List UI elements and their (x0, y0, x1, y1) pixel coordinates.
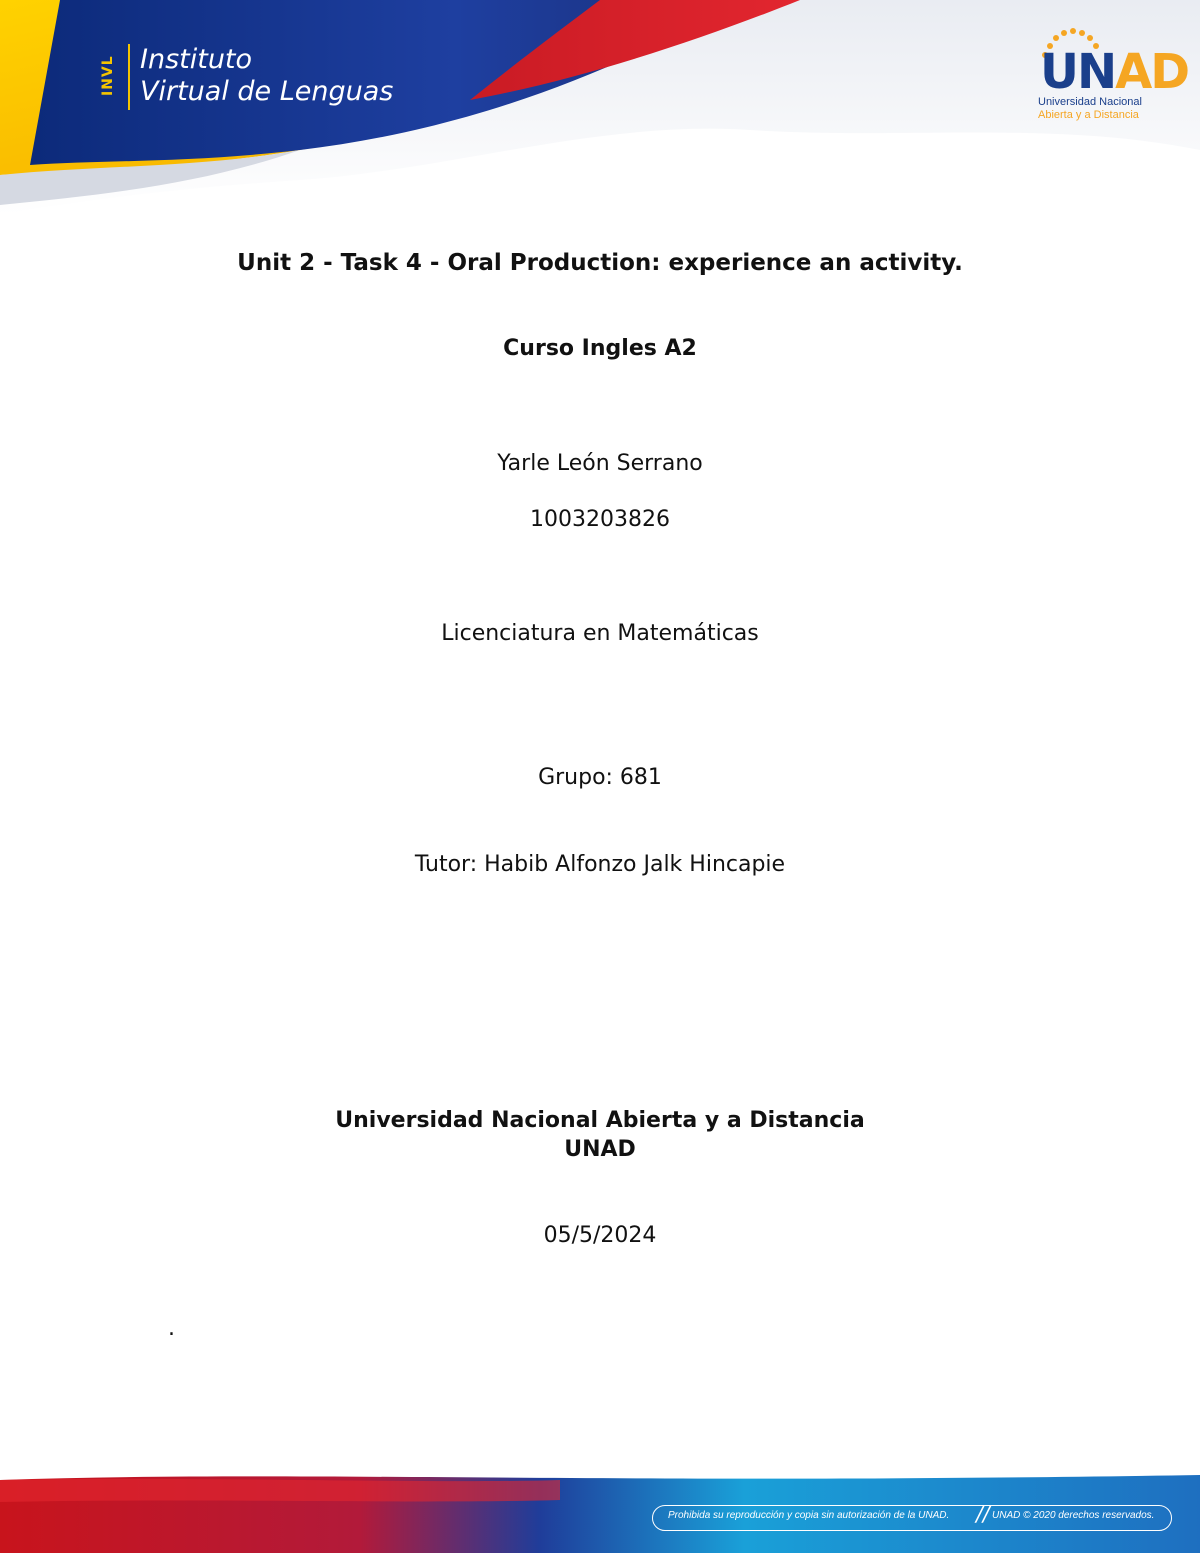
tutor-name: Tutor: Habib Alfonzo Jalk Hincapie (414, 852, 786, 877)
unad-logo-subtitle-1: Universidad Nacional (1038, 96, 1142, 108)
ivl-logo-line1: Instituto (140, 44, 253, 75)
footer-copy-notice: Prohibida su reproducción y copia sin autorización de la UNAD. (668, 1510, 950, 1521)
document-title: Unit 2 - Task 4 - Oral Production: experience an activity. (237, 250, 963, 276)
ivl-logo-divider (128, 44, 130, 110)
unad-logo-wordmark (1040, 44, 1188, 100)
ivl-logo-initials: INVL (100, 55, 116, 97)
program-name: Licenciatura en Matemáticas (441, 621, 759, 646)
student-name: Yarle León Serrano (497, 451, 703, 476)
header-banner (0, 0, 1200, 230)
trailing-dot: . (168, 1316, 175, 1341)
footer-rights: UNAD © 2020 derechos reservados. (992, 1510, 1155, 1521)
university-acronym: UNAD (564, 1137, 636, 1162)
group-number: Grupo: 681 (538, 765, 662, 790)
submission-date: 05/5/2024 (543, 1223, 657, 1248)
student-id: 1003203826 (530, 507, 670, 532)
unad-logo-subtitle-2: Abierta y a Distancia (1038, 109, 1139, 121)
unad-logo-n: N (1076, 44, 1116, 100)
footer-separator: // (976, 1502, 990, 1526)
course-name: Curso Ingles A2 (503, 336, 697, 361)
unad-logo-ad: AD (1115, 44, 1189, 100)
university-name: Universidad Nacional Abierta y a Distancia (335, 1108, 865, 1133)
unad-logo-u: U (1040, 44, 1077, 100)
ivl-logo-line2: Virtual de Lenguas (140, 76, 394, 107)
